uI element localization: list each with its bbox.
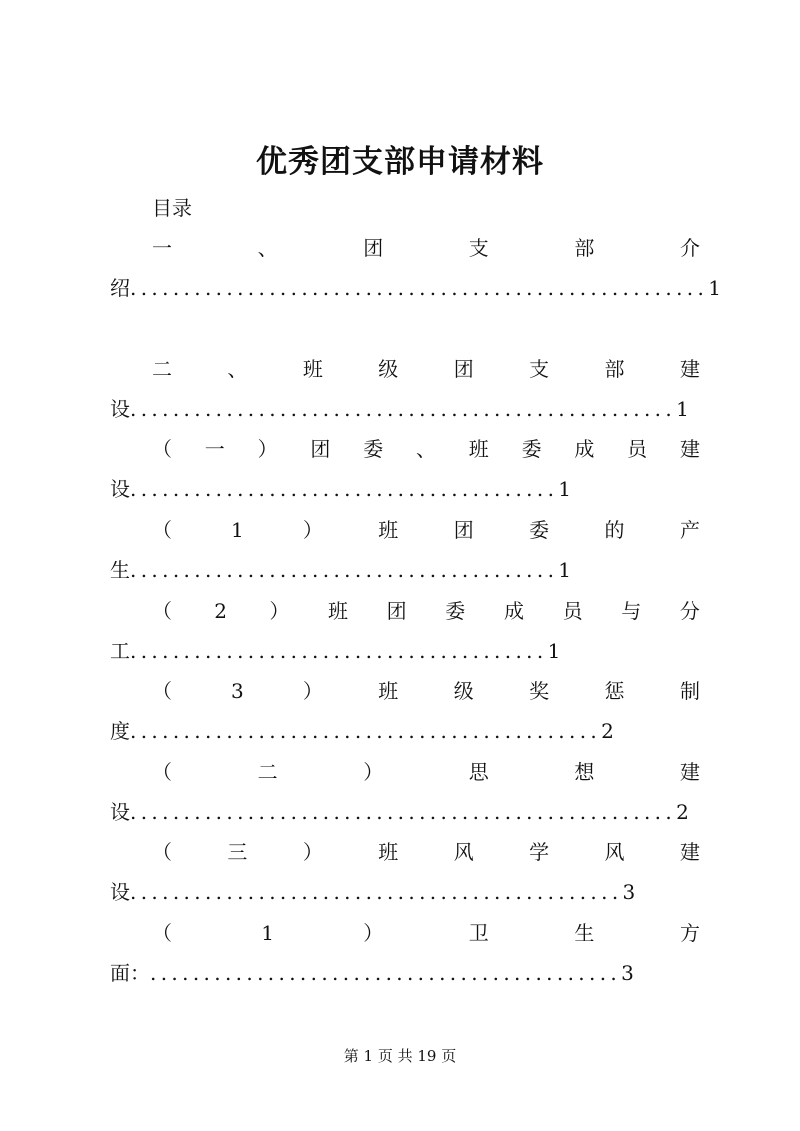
toc-entry-char: 团 xyxy=(386,599,407,623)
toc-entry-char: 员 xyxy=(627,437,648,461)
toc-entry-char: 与 xyxy=(621,599,642,623)
toc-entry-char: ） xyxy=(302,679,323,703)
toc-entry-page-number: 2 xyxy=(601,719,614,743)
toc-entry-char: 支 xyxy=(468,236,489,260)
toc-entry-dot-leader: ........................................ xyxy=(130,558,559,582)
toc-entry[interactable] xyxy=(0,435,800,515)
toc-entry-tail-text: 绍 xyxy=(110,276,130,300)
toc-entry-tail-text: 设 xyxy=(110,477,130,501)
toc-entry-char: ） xyxy=(257,437,278,461)
toc-entry-char: 2 xyxy=(214,599,228,623)
toc-entry-heading-line xyxy=(152,919,700,947)
toc-entry-char: 部 xyxy=(574,236,595,260)
toc-entry-char: 员 xyxy=(562,599,583,623)
toc-entry-dot-leader: .............................................. xyxy=(130,880,623,904)
toc-entry-char: 二 xyxy=(152,357,172,381)
toc-entry-char: ） xyxy=(302,840,323,864)
page-footer: 第 1 页 共 19 页 xyxy=(343,1047,457,1065)
toc-entry-char: 1 xyxy=(261,921,274,945)
toc-entry-char: 方 xyxy=(679,921,700,945)
toc-entry-char: （ xyxy=(152,599,172,623)
toc-entry-char: ） xyxy=(269,599,290,623)
toc-entry-dot-leader: ........................................ xyxy=(130,477,559,501)
toc-entry-char: 支 xyxy=(529,357,550,381)
toc-entry[interactable] xyxy=(0,355,800,435)
toc-entry-page-number: 3 xyxy=(622,880,636,904)
toc-entry-char: 班 xyxy=(327,599,348,623)
toc-entry-char: 建 xyxy=(679,840,700,864)
toc-entry-char: 介 xyxy=(679,236,700,260)
toc-entry-char: 级 xyxy=(453,679,474,703)
toc-heading: 目录 xyxy=(152,196,192,220)
toc-entry-char: 一 xyxy=(204,437,225,461)
toc-entry-char: 、 xyxy=(415,437,436,461)
toc-entry-char: ） xyxy=(363,760,384,784)
toc-entry-char: 委 xyxy=(363,437,384,461)
toc-entry-tail-text: 生 xyxy=(110,558,130,582)
toc-entry-heading-line xyxy=(152,758,700,786)
toc-entry-char: （ xyxy=(152,518,172,542)
toc-entry-char: 三 xyxy=(227,840,248,864)
toc-entry-leader-line xyxy=(110,475,571,503)
toc-entry-leader-line xyxy=(110,274,721,302)
toc-entry-char: 3 xyxy=(231,679,244,703)
toc-entry-char: 建 xyxy=(679,437,700,461)
toc-entry-heading-line xyxy=(152,355,700,383)
toc-entry-leader-line xyxy=(110,395,689,423)
toc-entry-heading-line xyxy=(152,677,700,705)
toc-entry-dot-leader: ................................................... xyxy=(130,397,677,421)
toc-entry-char: 班 xyxy=(302,357,323,381)
toc-entry-char: 生 xyxy=(574,921,595,945)
toc-entry-char: 成 xyxy=(574,437,595,461)
toc-entry-char: （ xyxy=(152,760,172,784)
toc-entry-char: 委 xyxy=(521,437,542,461)
toc-entry-char: 建 xyxy=(679,357,700,381)
toc-entry-dot-leader: ....................................... xyxy=(130,639,548,663)
toc-entry-page-number: 2 xyxy=(676,800,689,824)
toc-entry-char: 班 xyxy=(378,840,399,864)
toc-entry-char: 的 xyxy=(604,518,625,542)
toc-entry-char: 委 xyxy=(529,518,550,542)
toc-entry-char: 、 xyxy=(257,236,278,260)
toc-entry-char: 、 xyxy=(227,357,248,381)
toc-entry-tail-text: 设 xyxy=(110,800,130,824)
toc-entry[interactable] xyxy=(0,597,800,677)
toc-entry-char: 班 xyxy=(378,518,399,542)
toc-entry-char: 奖 xyxy=(529,679,550,703)
toc-entry-page-number: 1 xyxy=(708,276,721,300)
toc-entry-char: 分 xyxy=(679,599,700,623)
document-title: 优秀团支部申请材料 xyxy=(256,144,544,180)
toc-entry-tail-text: 设 xyxy=(110,397,130,421)
toc-entry-leader-line xyxy=(110,556,571,584)
toc-entry-char: 二 xyxy=(257,760,278,784)
toc-entry-char: 团 xyxy=(363,236,384,260)
toc-entry-heading-line xyxy=(152,516,700,544)
toc-entry-page-number: 1 xyxy=(558,477,572,501)
toc-entry-heading-line xyxy=(152,435,700,463)
toc-entry-char: ） xyxy=(302,518,323,542)
toc-entry-dot-leader: ............................................ xyxy=(130,719,602,743)
toc-entry-page-number: 1 xyxy=(547,639,561,663)
toc-entry-char: （ xyxy=(152,840,172,864)
toc-entry[interactable] xyxy=(0,919,800,999)
toc-entry-page-number: 3 xyxy=(621,961,634,985)
toc-entry-char: 制 xyxy=(679,679,700,703)
toc-entry[interactable] xyxy=(0,677,800,757)
toc-entry-heading-line xyxy=(152,234,700,262)
toc-entry-tail-text: 工 xyxy=(110,639,130,663)
toc-entry[interactable] xyxy=(0,234,800,314)
toc-entry-char: 建 xyxy=(679,760,700,784)
toc-entry-char: 班 xyxy=(468,437,489,461)
toc-entry-leader-line xyxy=(110,798,689,826)
toc-entry-tail-text: 度 xyxy=(110,719,130,743)
toc-entry-char: 委 xyxy=(445,599,466,623)
toc-entry-char: 团 xyxy=(453,357,474,381)
toc-entry-leader-line xyxy=(110,878,635,906)
toc-entry-char: 产 xyxy=(679,518,700,542)
toc-entry[interactable] xyxy=(0,758,800,838)
toc-entry-char: 班 xyxy=(378,679,399,703)
toc-entry-char: 想 xyxy=(574,760,595,784)
toc-entry-leader-line xyxy=(110,959,634,987)
toc-entry-heading-line xyxy=(152,597,700,625)
toc-entry-char: 部 xyxy=(604,357,625,381)
toc-entry-dot-leader: ................................................... xyxy=(130,800,677,824)
toc-entry-heading-line xyxy=(152,838,700,866)
toc-entry-char: 一 xyxy=(152,236,172,260)
toc-entry[interactable] xyxy=(0,516,800,596)
toc-entry-leader-line xyxy=(110,637,560,665)
toc-entry-page-number: 1 xyxy=(676,397,689,421)
toc-entry-char: 成 xyxy=(503,599,524,623)
toc-entry-char: ） xyxy=(363,921,384,945)
toc-entry-char: 学 xyxy=(529,840,550,864)
toc-entry-char: 团 xyxy=(310,437,331,461)
toc-entry-char: 卫 xyxy=(468,921,489,945)
toc-entry-page-number: 1 xyxy=(558,558,572,582)
toc-entry-char: （ xyxy=(152,679,172,703)
toc-entry[interactable] xyxy=(0,838,800,918)
toc-entry-char: 级 xyxy=(378,357,399,381)
toc-entry-tail-text: 设 xyxy=(110,880,130,904)
toc-entry-char: 惩 xyxy=(604,679,625,703)
toc-entry-char: 风 xyxy=(453,840,474,864)
toc-entry-leader-line xyxy=(110,717,614,745)
toc-entry-char: 团 xyxy=(453,518,474,542)
toc-entry-char: （ xyxy=(152,437,172,461)
toc-entry-char: 风 xyxy=(604,840,625,864)
toc-entry-tail-text: 面： xyxy=(110,961,150,985)
toc-entry-dot-leader: ............................................ xyxy=(150,961,622,985)
toc-entry-char: 1 xyxy=(231,518,244,542)
toc-entry-char: 思 xyxy=(468,760,489,784)
toc-entry-dot-leader: ...................................................... xyxy=(130,276,709,300)
toc-entry-char: （ xyxy=(152,921,172,945)
